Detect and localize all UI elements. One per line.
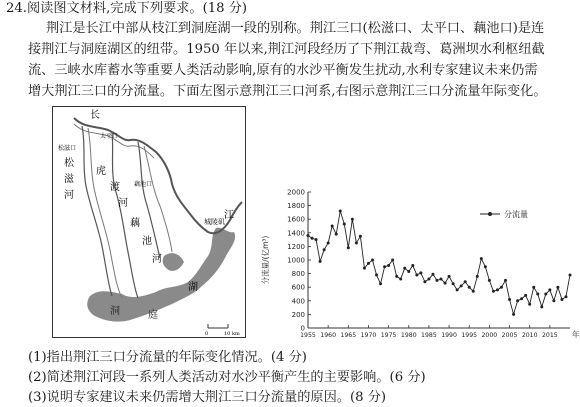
data-point xyxy=(343,222,346,225)
x-tick-label: 2000 xyxy=(481,332,498,339)
data-point xyxy=(403,267,406,270)
question-header: 24.阅读图文材料,完成下列要求。(18 分) xyxy=(6,1,248,16)
data-point xyxy=(375,273,378,276)
paragraph-line: 增大荆江三口的分流量。下面左图示意荆江三口河系,右图示意荆江三口分流量年际变化。 xyxy=(28,84,547,99)
label-he-hudu: 河 xyxy=(118,198,128,209)
data-point xyxy=(480,257,483,260)
data-point xyxy=(435,279,438,282)
label-ouchi-kou: 藕池口 xyxy=(134,181,153,188)
data-point xyxy=(415,273,418,276)
data-point xyxy=(431,273,434,276)
x-tick-label: 2010 xyxy=(521,332,538,339)
y-axis-label: 分流量/(亿m³) xyxy=(261,235,270,285)
data-point xyxy=(319,260,322,263)
data-point xyxy=(564,295,567,298)
label-chi: 池 xyxy=(142,236,152,247)
label-zi: 滋 xyxy=(64,174,74,185)
data-point xyxy=(460,284,463,287)
y-tick-label: 600 xyxy=(291,283,305,292)
y-tick-label: 800 xyxy=(291,270,305,279)
legend-label: 分流量 xyxy=(504,210,528,219)
data-point xyxy=(427,278,430,281)
data-point xyxy=(387,264,390,267)
data-point xyxy=(335,233,338,236)
data-point xyxy=(448,275,451,278)
label-taiping-kou: 太平口 xyxy=(100,133,119,140)
y-tick-label: 1400 xyxy=(287,229,305,238)
data-point xyxy=(496,288,499,291)
dongting-lake-arm xyxy=(163,253,184,271)
data-point xyxy=(536,293,539,296)
label-hu: 虎 xyxy=(96,166,106,177)
data-point xyxy=(544,293,547,296)
label-he-songzi: 河 xyxy=(64,190,74,201)
data-point xyxy=(492,290,495,293)
label-du: 渡 xyxy=(110,182,120,193)
series-line xyxy=(308,211,570,314)
diversion-flow-chart xyxy=(258,180,578,346)
label-song: 松 xyxy=(64,158,74,169)
x-tick-label: 1960 xyxy=(320,332,337,339)
x-tick-label: 1965 xyxy=(340,332,357,339)
data-point xyxy=(423,280,426,283)
x-tick-label: 1970 xyxy=(360,332,377,339)
x-tick-label: 1995 xyxy=(461,332,478,339)
data-point xyxy=(468,286,471,289)
data-point xyxy=(524,294,527,297)
data-point xyxy=(327,242,330,245)
y-tick-label: 1200 xyxy=(287,242,305,251)
data-point xyxy=(452,282,455,285)
data-point xyxy=(331,225,334,228)
data-point xyxy=(311,237,314,240)
y-tick-label: 1600 xyxy=(287,215,305,224)
data-point xyxy=(456,288,459,291)
data-point xyxy=(339,210,342,213)
x-tick-label: 2005 xyxy=(501,332,518,339)
label-ting: 庭 xyxy=(148,310,158,321)
subquestion-3: (3)说明专家建议未来仍需增大荆江三口分流量的原因。(8 分) xyxy=(28,390,387,405)
x-axis-label: 年 xyxy=(572,330,580,339)
data-point xyxy=(307,234,310,237)
data-point xyxy=(367,262,370,265)
label-jiang: 江 xyxy=(224,210,234,221)
label-dong: 洞 xyxy=(110,306,120,317)
x-tick-label: 2015 xyxy=(541,332,558,339)
y-tick-label: 200 xyxy=(291,310,305,319)
label-chang: 长 xyxy=(90,110,100,121)
data-point xyxy=(395,275,398,278)
x-tick-label: 1975 xyxy=(380,332,397,339)
data-point xyxy=(411,264,414,267)
hudu-river xyxy=(112,132,138,298)
data-point xyxy=(379,282,382,285)
data-point xyxy=(315,238,318,241)
label-hu-lake: 湖 xyxy=(188,282,198,293)
data-point xyxy=(520,297,523,300)
y-tick-label: 1800 xyxy=(287,202,305,211)
data-point xyxy=(569,273,572,276)
songzi-river xyxy=(82,126,112,296)
data-point xyxy=(355,242,358,245)
data-point xyxy=(419,271,422,274)
data-point xyxy=(359,235,362,238)
paragraph-line: 接荆江与洞庭湖区的纽带。1950 年以来,荆江河段经历了下荆江裁弯、葛洲坝水利枢纽截 xyxy=(28,42,545,57)
jingjiang-river-system-map xyxy=(52,106,246,338)
paragraph-line: 流、三峡水库蓄水等重要人类活动影响,原有的水沙平衡发生扰动,水利专家建议未来仍需 xyxy=(28,63,538,78)
data-point xyxy=(552,299,555,302)
subquestion-1: (1)指出荆江三口分流量的年际变化情况。(4 分) xyxy=(28,350,307,365)
label-chenglingji: 城陵矶 xyxy=(204,218,225,226)
data-point xyxy=(391,259,394,262)
data-point xyxy=(347,246,350,249)
scale-ten: 10 km xyxy=(224,331,240,337)
data-point xyxy=(532,286,535,289)
x-tick-label: 1980 xyxy=(400,332,417,339)
x-tick-label: 1985 xyxy=(421,332,437,339)
data-point xyxy=(556,286,559,289)
data-point xyxy=(351,218,354,221)
label-he-ouchi: 河 xyxy=(152,254,162,265)
data-point xyxy=(528,303,531,306)
data-point xyxy=(548,288,551,291)
data-point xyxy=(440,278,443,281)
x-tick-label: 1955 xyxy=(300,332,316,339)
data-point xyxy=(516,299,519,302)
x-tick-label: 1990 xyxy=(441,332,457,339)
data-point xyxy=(399,278,402,281)
label-songzi-kou: 松滋口 xyxy=(58,145,77,152)
data-point xyxy=(504,279,507,282)
data-point xyxy=(363,267,366,270)
data-point xyxy=(476,275,479,278)
data-point xyxy=(407,270,410,273)
data-point xyxy=(484,265,487,268)
y-tick-label: 2000 xyxy=(287,188,305,197)
data-point xyxy=(540,305,543,308)
data-point xyxy=(323,248,326,251)
y-tick-label: 0 xyxy=(300,324,305,333)
data-point xyxy=(512,313,515,316)
data-point xyxy=(444,282,447,285)
data-point xyxy=(500,286,503,289)
label-ou: 藕 xyxy=(130,218,140,229)
legend-marker xyxy=(488,212,492,216)
y-tick-label: 1000 xyxy=(287,256,305,265)
data-point xyxy=(560,298,563,301)
subquestion-2: (2)简述荆江河段一系列人类活动对水沙平衡产生的主要影响。(6 分) xyxy=(28,370,426,385)
data-point xyxy=(472,290,475,293)
y-tick-label: 400 xyxy=(291,297,305,306)
scale-zero: 0 xyxy=(205,331,209,337)
data-point xyxy=(508,298,511,301)
paragraph-line: 荆江是长江中部从枝江到洞庭湖一段的别称。荆江三口(松滋口、太平口、藕池口)是连 xyxy=(46,21,545,36)
data-point xyxy=(464,280,467,283)
data-point xyxy=(371,259,374,262)
data-point xyxy=(383,265,386,268)
data-point xyxy=(488,279,491,282)
scale-bar xyxy=(205,324,240,337)
